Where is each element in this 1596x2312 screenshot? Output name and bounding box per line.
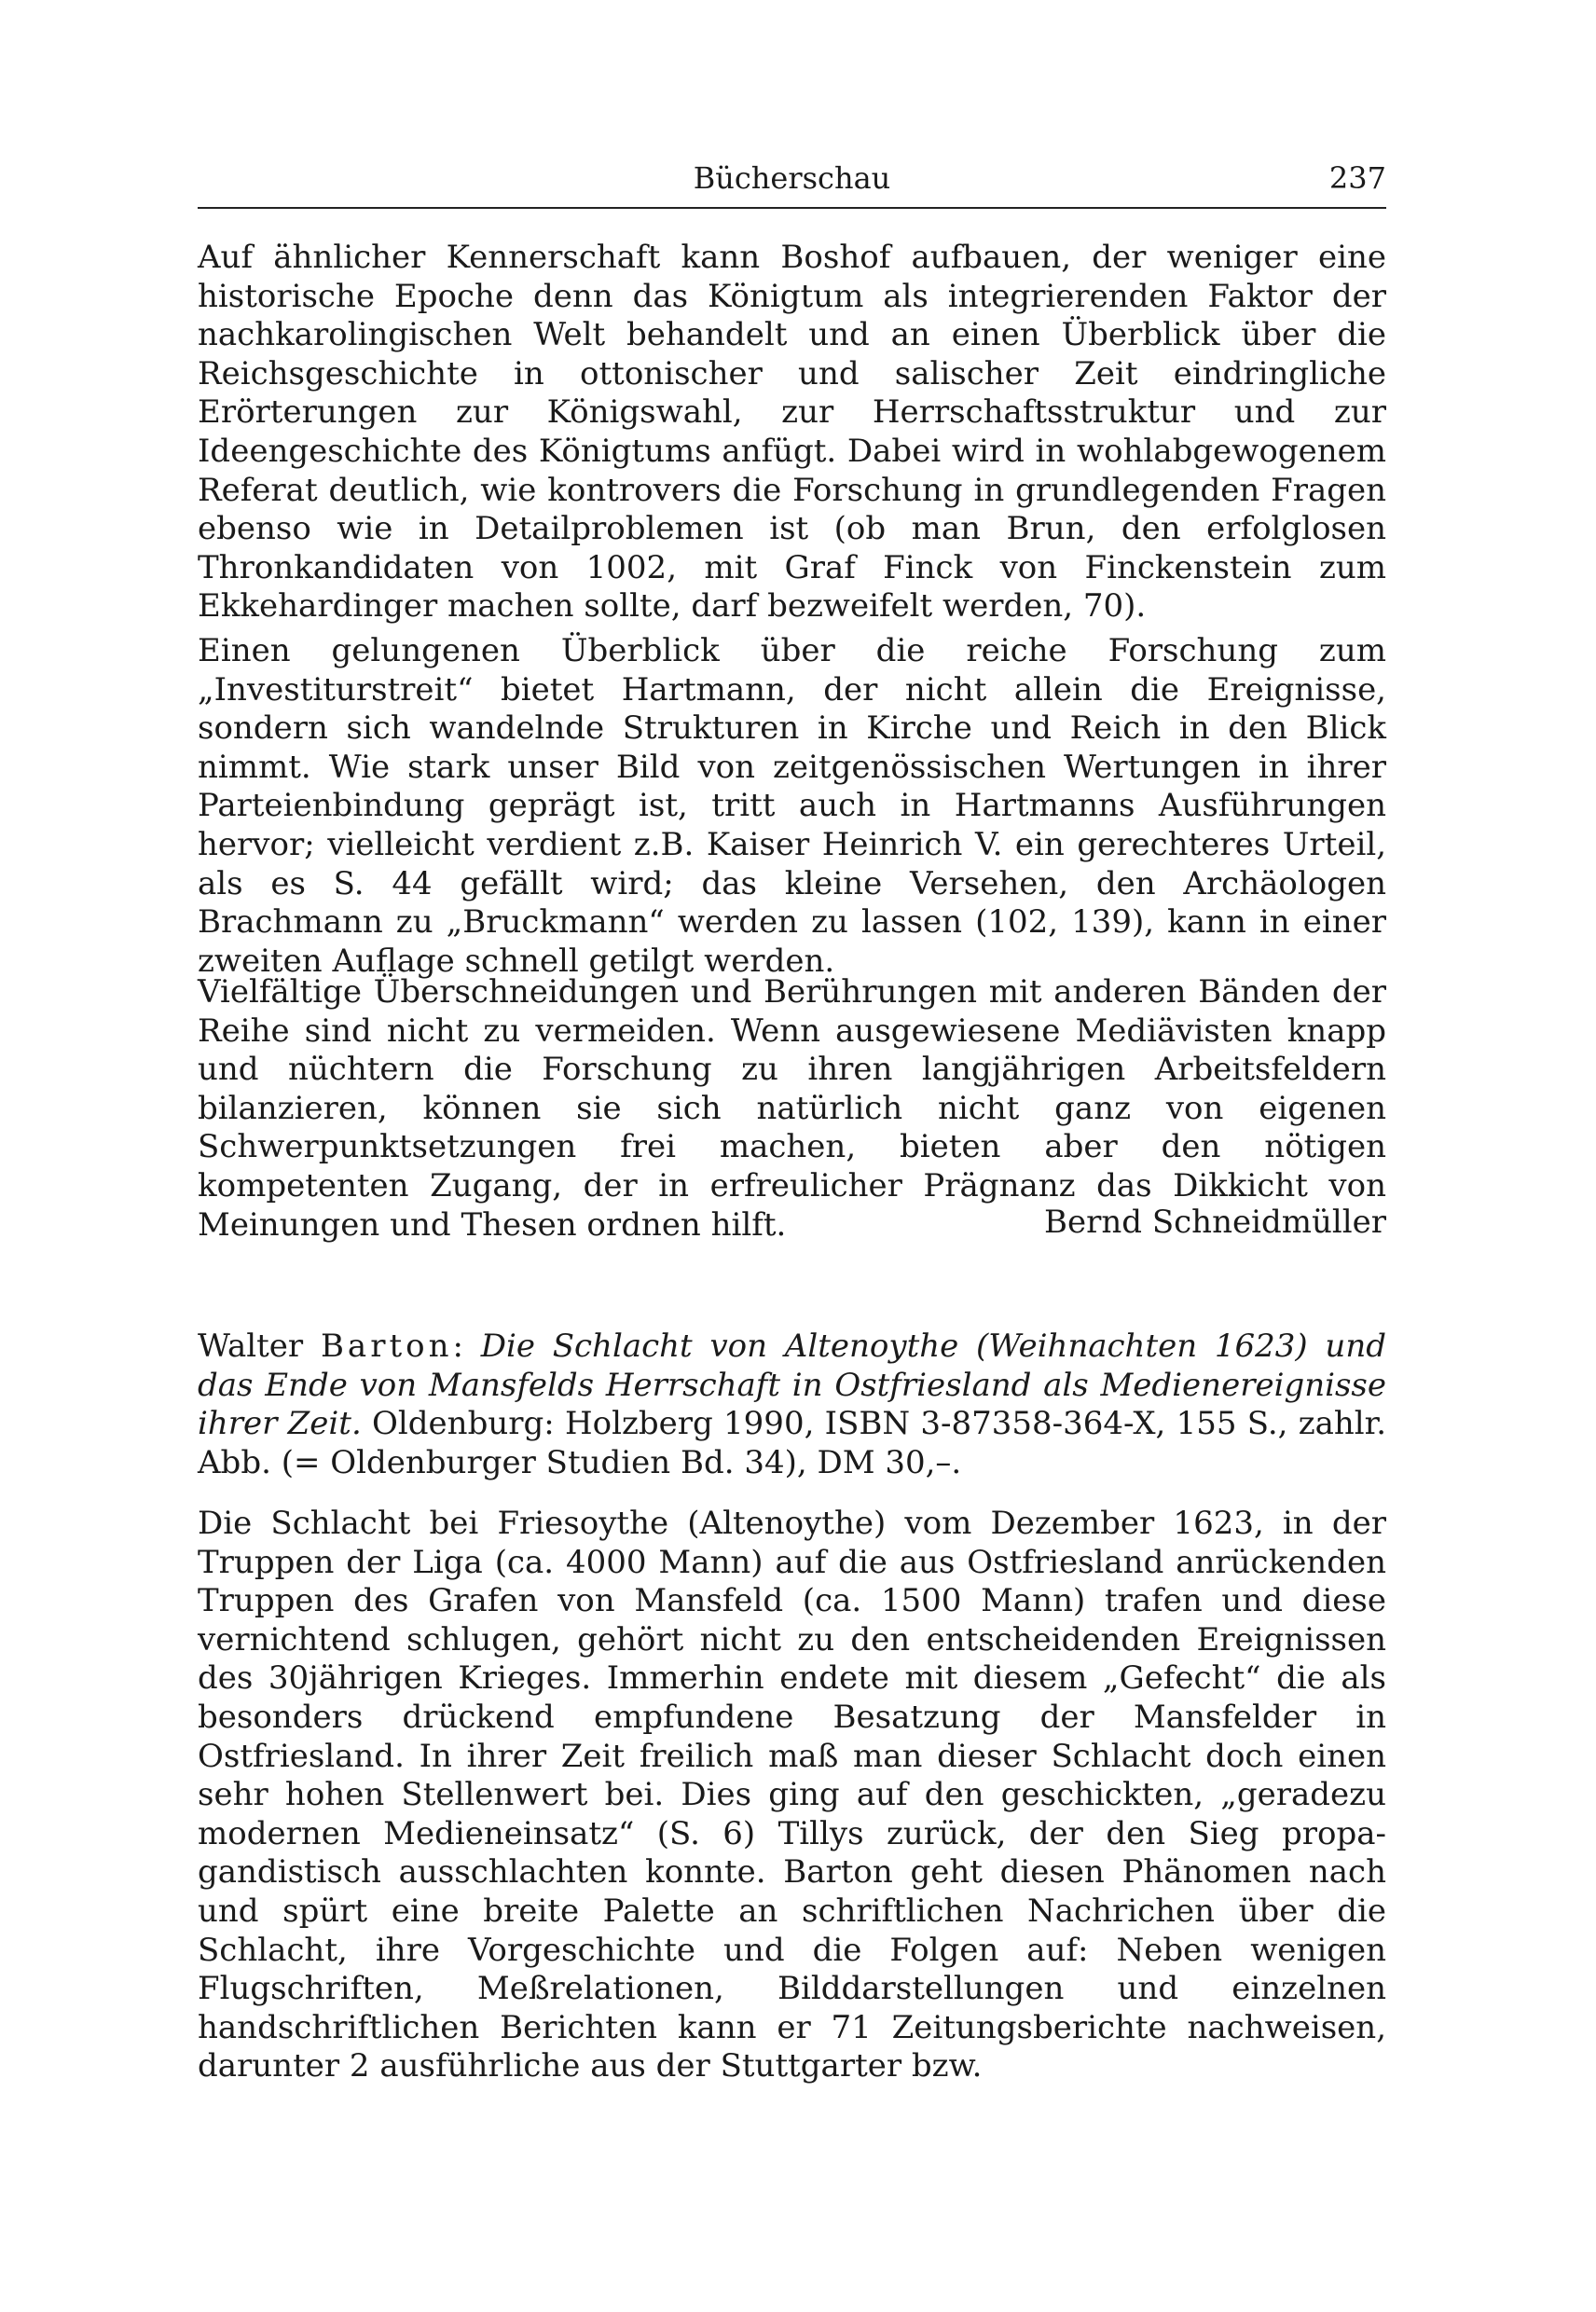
book-title: Die Schlacht von Altenoythe (Weihnachten 1623) und das Ende von Mansfelds Herrschaft in Ostfriesland als Medienereignisse ihrer Zeit. (198, 1328, 1386, 1443)
bibliographic-entry (198, 1328, 1386, 1482)
reviewer-signature: Bernd Schneidmüller (1044, 1204, 1386, 1241)
book-imprint: Oldenburg: Holzberg 1990, ISBN 3-87358-364-X, 155 S., zahlr. Abb. (= Oldenburger Studien Bd. 34), DM 30,–. (198, 1405, 1386, 1481)
paragraph-text: Einen gelungenen Überblick über die reiche Forschung zum „Investiturstreit“ bietet Hartmann, der nicht allein die Ereignisse, sondern sich wandelnde Strukturen in Kirche und Reich in den Blick nimmt. Wie stark unser Bild von zeitgenössischen Wertungen in ihrer Parteienbindung geprägt ist, tritt auch in Hartmanns Ausführungen hervor; vielleicht verdient z.B. Kaiser Heinrich V. ein gerechteres Urteil, als es S. 44 gefällt wird; das kleine Versehen, den Archäologen Brachmann zu „Bruckmann“ werden zu lassen (102, 139), kann in einer zweiten Auflage schnell getilgt werden. (198, 632, 1386, 980)
review2-paragraph-1 (198, 1505, 1386, 2086)
author-first-name: Walter (198, 1328, 321, 1365)
bibliographic-text (198, 1328, 1386, 1482)
running-head (198, 157, 1386, 200)
paragraph-text: Auf ähnlicher Kennerschaft kann Boshof aufbauen, der weniger eine historische Epoche denn das Königtum als integrierenden Faktor der nachkarolingischen Welt behandelt und an einen Überblick über die Reichsgeschichte in ottonischer und salischer Zeit eindringliche Erörterungen zur Königswahl, zur Herrschaftsstruktur und zur Ideengeschichte des Königtums anfügt. Dabei wird in wohlabgewogenem Referat deutlich, wie kontrovers die Forschung in grundlegenden Fragen ebenso wie in Detailproblemen ist (ob man Brun, den erfolglosen Thronkandidaten von 1002, mit Graf Finck von Finckenstein zum Ekkehardinger machen sollte, darf bezweifelt werden, 70). (198, 239, 1386, 626)
paragraph-text: Vielfältige Überschneidungen und Berührungen mit anderen Bänden der Reihe sind nicht zu vermeiden. Wenn ausgewiesene Mediävisten knapp und nüchtern die Forschung zu ihren langjährigen Arbeitsfeldern bilanzieren, können sie sich natürlich nicht ganz von eigenen Schwerpunktsetzungen frei machen, bieten aber den nötigen kompetenten Zugang, der in erfreulicher Prägnanz das Dikkicht von Meinungen und Thesen ordnen hilft. (198, 973, 1386, 1244)
author-separator: : (452, 1328, 481, 1365)
page-number: 237 (1328, 160, 1386, 196)
running-head-title: Bücherschau (693, 160, 891, 196)
review1-paragraph-1 (198, 239, 1386, 626)
author-last-name: Barton (320, 1328, 453, 1365)
review1-paragraph-2 (198, 632, 1386, 981)
paragraph-text: Die Schlacht bei Friesoythe (Altenoythe) vom Dezember 1623, in der Truppen der Liga (ca. 4000 Mann) auf die aus Ostfriesland anrückenden Truppen des Grafen von Mansfeld (ca. 1500 Mann) trafen und diese vernichtend schlugen, gehört nicht zu den entscheidenden Ereignissen des 30jährigen Krieges. Immerhin endete mit diesem „Gefecht“ die als besonders drückend empfundene Besatzung der Mansfelder in Ostfriesland. In ihrer Zeit freilich maß man dieser Schlacht doch einen sehr hohen Stellenwert bei. Dies ging auf den geschickten, „geradezu modernen Medieneinsatz“ (S. 6) Tillys zurück, der den Sieg propagandistisch ausschlachten konnte. Barton geht diesen Phänomen nach und spürt eine breite Palette an schriftlichen Nachrichen über die Schlacht, ihre Vorgeschichte und die Folgen auf: Neben wenigen Flugschriften, Meßrelationen, Bilddarstellungen und einzelnen handschriftlichen Berichten kann er 71 Zeitungsberichte nachweisen, darunter 2 ausführliche aus der Stuttgarter bzw. (198, 1505, 1386, 2085)
header-rule (198, 207, 1386, 209)
